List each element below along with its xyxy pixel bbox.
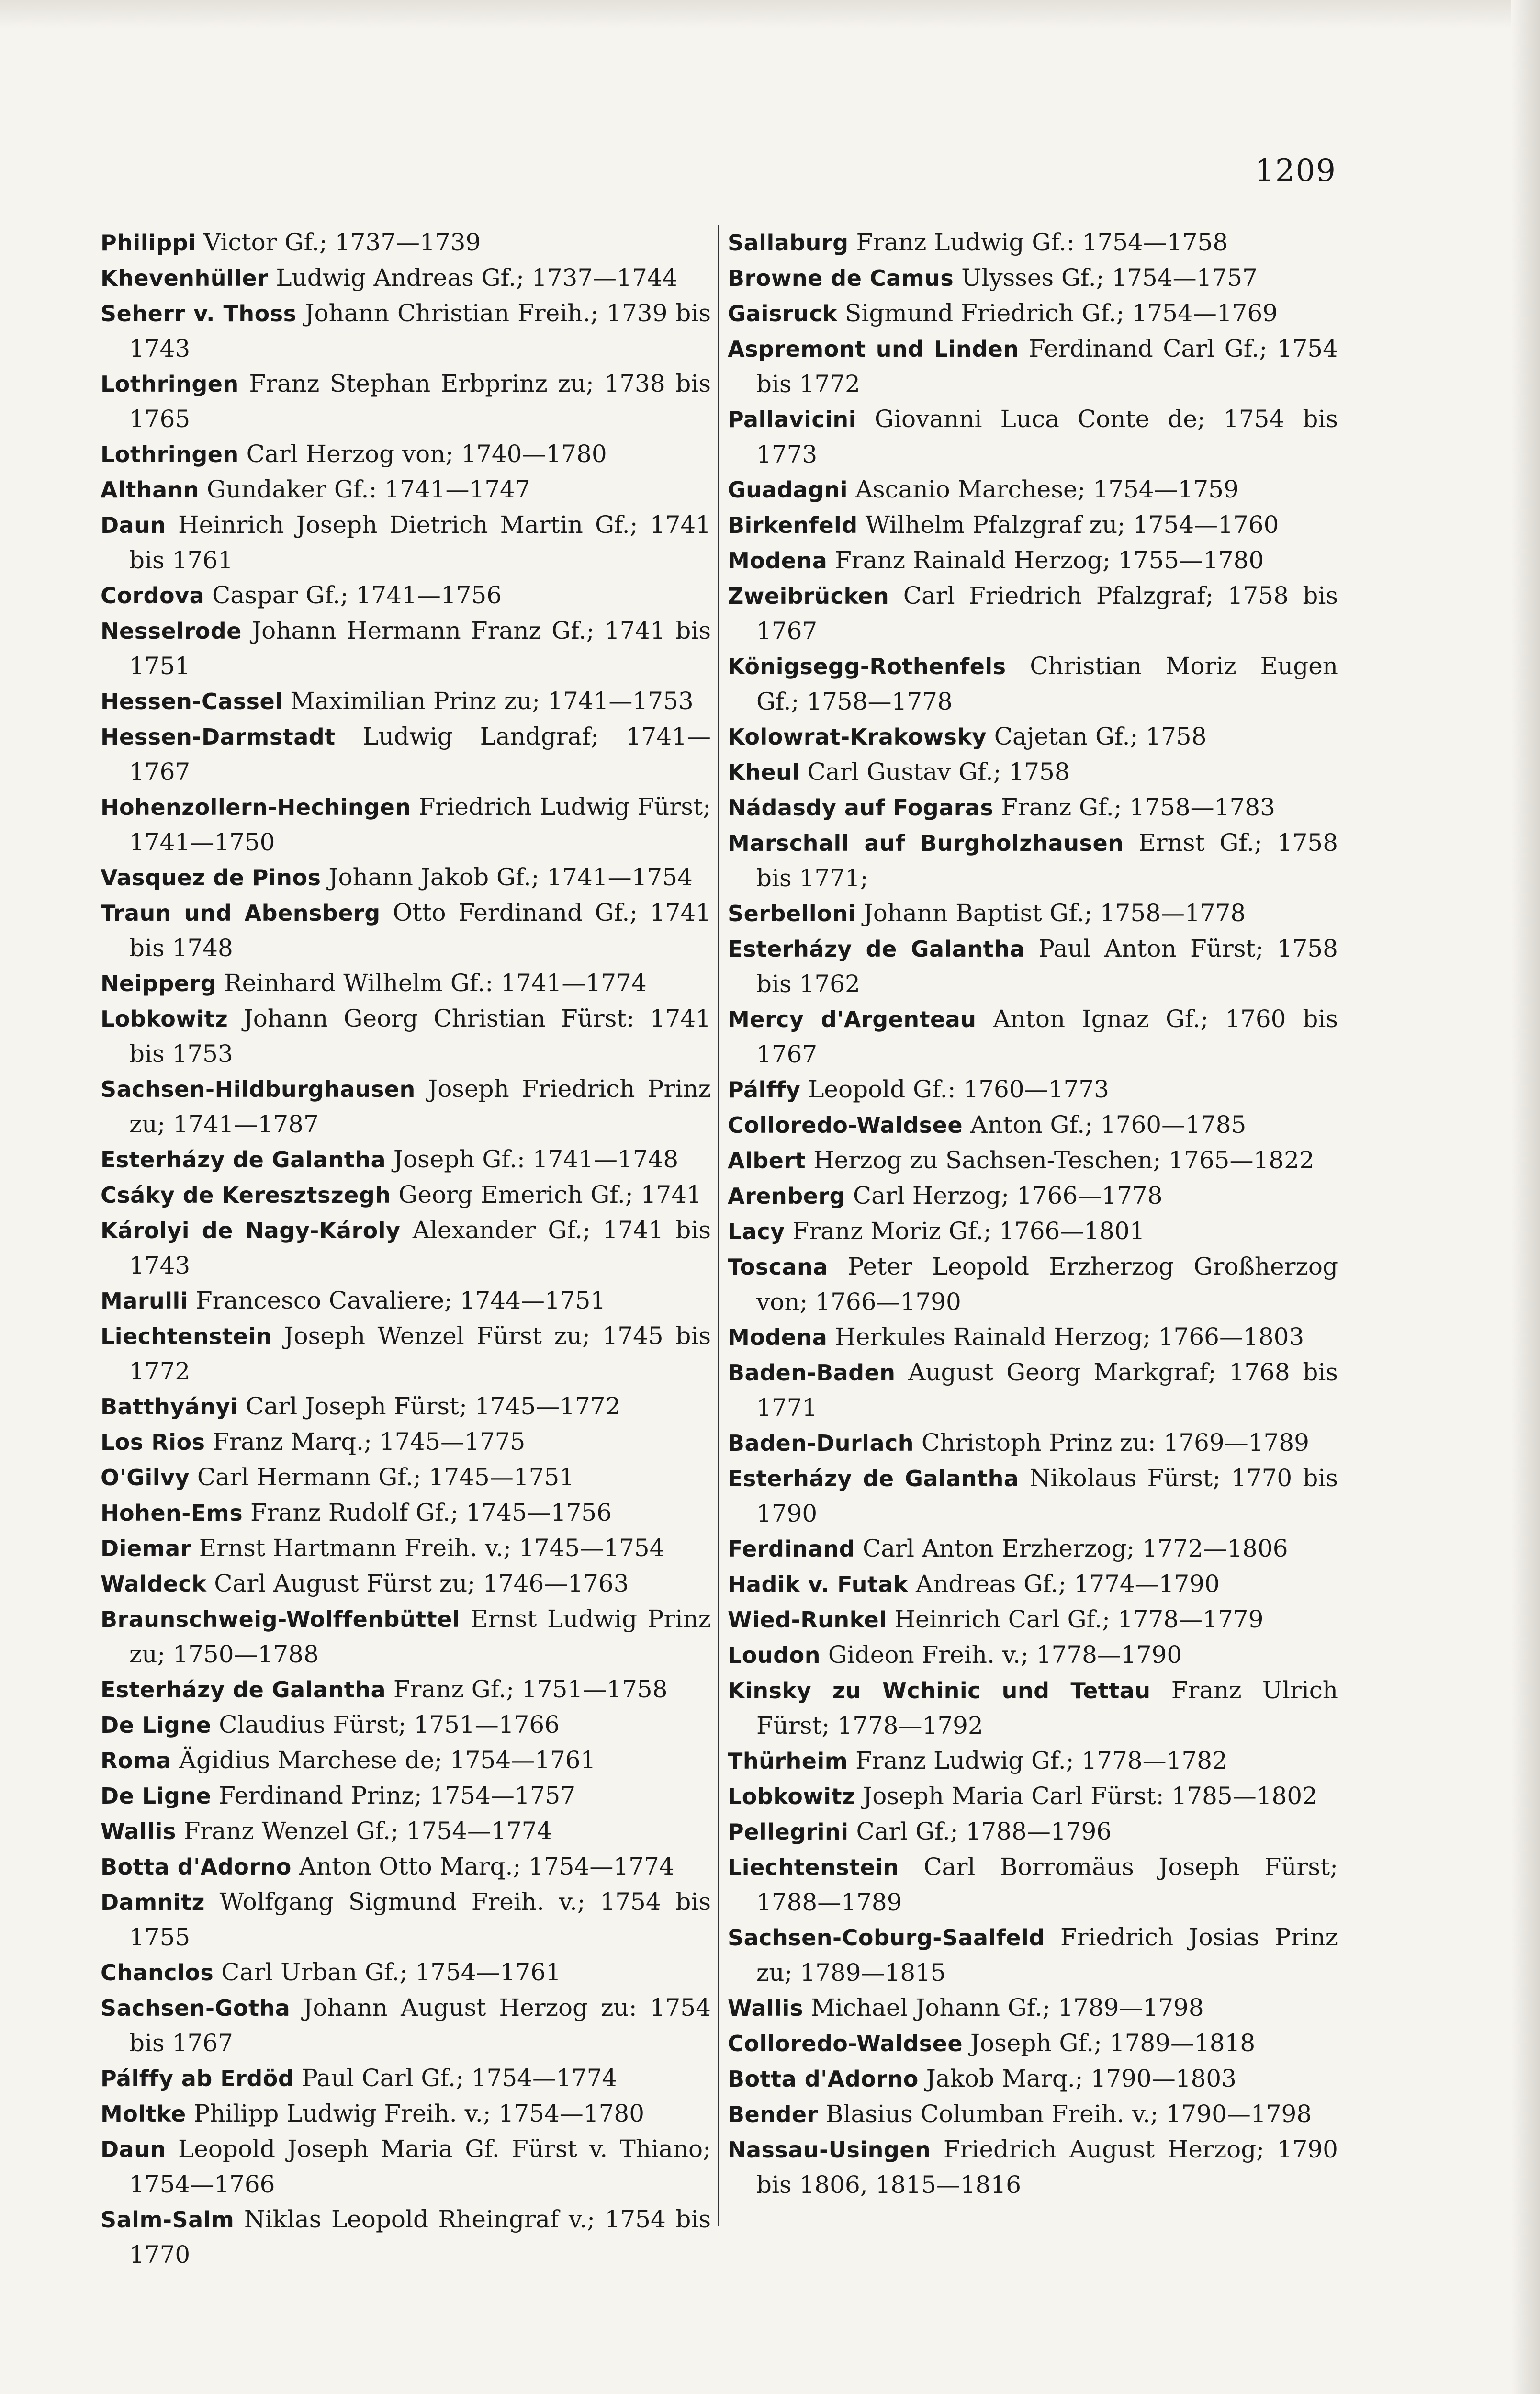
- entry-text: Leopold Joseph Maria Gf. Fürst v. Thiano; 1754—1766: [129, 2135, 711, 2198]
- entry-text: Otto Ferdinand Gf.; 1741 bis 1748: [129, 899, 711, 962]
- list-item: [728, 2132, 1338, 2202]
- entry-text: Carl Urban Gf.; 1754—1761: [214, 1958, 561, 1986]
- entry-text: Franz Rudolf Gf.; 1745—1756: [243, 1499, 612, 1526]
- list-item: [101, 1142, 711, 1177]
- entry-name: Marulli: [101, 1288, 189, 1314]
- entry-name: Neipperg: [101, 971, 217, 996]
- list-item: [101, 1495, 711, 1531]
- entry-text: Herzog zu Sachsen-Teschen; 1765—1822: [806, 1146, 1315, 1174]
- list-item: [101, 966, 711, 1001]
- list-item: [728, 1107, 1338, 1143]
- list-item: [101, 260, 711, 296]
- entry-name: Esterházy de Galantha: [101, 1147, 386, 1173]
- entry-text: Carl Gustav Gf.; 1758: [799, 758, 1070, 786]
- entry-name: Diemar: [101, 1536, 191, 1561]
- entry-text: Claudius Fürst; 1751—1766: [211, 1711, 560, 1739]
- list-item: [728, 331, 1338, 402]
- entry-text: Francesco Cavaliere; 1744—1751: [188, 1287, 606, 1314]
- list-item: [728, 1990, 1338, 2026]
- entry-text: Reinhard Wilhelm Gf.: 1741—1774: [216, 969, 647, 997]
- list-item: [101, 1177, 711, 1213]
- entry-name: Moltke: [101, 2101, 186, 2127]
- column-divider: [718, 225, 719, 2226]
- entry-text: Jakob Marq.; 1790—1803: [918, 2065, 1236, 2092]
- list-item: [728, 260, 1338, 296]
- list-item: [101, 613, 711, 684]
- list-item: [101, 472, 711, 508]
- entry-text: Georg Emerich Gf.; 1741: [391, 1181, 702, 1208]
- list-item: [728, 1002, 1338, 1072]
- list-item: [101, 719, 711, 790]
- list-item: [101, 860, 711, 895]
- entry-text: Leopold Gf.: 1760—1773: [800, 1075, 1109, 1103]
- list-item: [101, 1531, 711, 1566]
- entry-text: Ascanio Marchese; 1754—1759: [847, 475, 1239, 503]
- entry-name: Ferdinand: [728, 1536, 855, 1562]
- list-item: [728, 508, 1338, 543]
- entry-name: Wallis: [728, 1995, 803, 2021]
- list-item: [101, 225, 711, 260]
- list-item: [728, 790, 1338, 825]
- list-item: [101, 437, 711, 472]
- list-item: [728, 1143, 1338, 1178]
- entry-name: Kolowrat-Krakowsky: [728, 724, 987, 750]
- entry-text: Friedrich Josias Prinz zu; 1789—1815: [756, 1923, 1338, 1987]
- entry-name: Baden-Durlach: [728, 1430, 914, 1456]
- page-number: 1209: [1255, 153, 1337, 189]
- entry-text: Wilhelm Pfalzgraf zu; 1754—1760: [857, 511, 1279, 539]
- entry-text: Johann August Herzog zu: 1754 bis 1767: [129, 1994, 711, 2057]
- entry-text: Franz Marq.; 1745—1775: [205, 1428, 526, 1456]
- entry-text: Johann Baptist Gf.; 1758—1778: [855, 899, 1246, 927]
- entry-name: Sallaburg: [728, 230, 849, 256]
- entry-name: Damnitz: [101, 1889, 205, 1915]
- list-item: [728, 719, 1338, 755]
- entry-text: Victor Gf.; 1737—1739: [196, 228, 481, 256]
- list-item: [101, 1814, 711, 1849]
- list-item: [101, 296, 711, 366]
- entry-text: Franz Gf.; 1758—1783: [993, 793, 1275, 821]
- entry-name: Lacy: [728, 1219, 785, 1244]
- entry-name: De Ligne: [101, 1712, 212, 1738]
- entry-text: Franz Rainald Herzog; 1755—1780: [827, 546, 1264, 574]
- entry-name: Thürheim: [728, 1748, 848, 1774]
- list-item: [101, 1885, 711, 1955]
- entry-name: Althann: [101, 477, 200, 503]
- entry-name: Traun und Abensberg: [101, 900, 381, 926]
- entry-text: Ägidius Marchese de; 1754—1761: [171, 1746, 596, 1774]
- list-item: [101, 1460, 711, 1495]
- entry-text: Carl Herzog von; 1740—1780: [238, 440, 607, 468]
- entry-name: Braunschweig-Wolffenbüttel: [101, 1606, 461, 1632]
- entry-name: Loudon: [728, 1642, 821, 1668]
- list-item: [728, 1214, 1338, 1249]
- list-item: [101, 2202, 711, 2272]
- entry-text: Maximilian Prinz zu; 1741—1753: [282, 687, 694, 715]
- list-item: [728, 755, 1338, 790]
- entry-name: Nassau-Usingen: [728, 2137, 931, 2163]
- list-item: [101, 1990, 711, 2061]
- left-column: [101, 225, 711, 2272]
- list-item: [728, 472, 1338, 508]
- entry-name: Liechtenstein: [728, 1854, 899, 1880]
- entry-text: Heinrich Joseph Dietrich Martin Gf.; 1741 bis 1761: [129, 511, 711, 574]
- entry-name: Pálffy: [728, 1077, 801, 1103]
- list-item: [101, 2096, 711, 2132]
- entry-text: Ludwig Andreas Gf.; 1737—1744: [268, 264, 678, 292]
- entry-text: Caspar Gf.; 1741—1756: [204, 581, 502, 609]
- entry-name: Cordova: [101, 583, 205, 609]
- list-item: [101, 1283, 711, 1319]
- list-item: [728, 578, 1338, 649]
- entry-text: Anton Otto Marq.; 1754—1774: [291, 1852, 674, 1880]
- entry-text: Sigmund Friedrich Gf.; 1754—1769: [837, 299, 1278, 327]
- entry-name: Liechtenstein: [101, 1323, 272, 1349]
- list-item: [728, 2061, 1338, 2097]
- entry-name: Arenberg: [728, 1183, 845, 1209]
- entry-text: Ernst Ludwig Prinz zu; 1750—1788: [129, 1605, 711, 1668]
- entry-text: Anton Ignaz Gf.; 1760 bis 1767: [756, 1005, 1338, 1068]
- entry-name: Kinsky zu Wchinic und Tettau: [728, 1678, 1151, 1704]
- entry-text: Peter Leopold Erzherzog Großherzog von; 1766—1790: [756, 1253, 1338, 1316]
- list-item: [101, 684, 711, 719]
- entry-name: Gaisruck: [728, 301, 838, 327]
- list-item: [101, 578, 711, 613]
- entry-name: Baden-Baden: [728, 1360, 896, 1386]
- right-column: [728, 225, 1338, 2202]
- entry-name: O'Gilvy: [101, 1465, 190, 1491]
- entry-name: Nádasdy auf Fogaras: [728, 795, 994, 821]
- entry-text: Joseph Gf.: 1741—1748: [386, 1145, 679, 1173]
- entry-name: Hadik v. Futak: [728, 1571, 909, 1597]
- entry-name: Botta d'Adorno: [101, 1854, 292, 1880]
- entry-name: Albert: [728, 1148, 806, 1174]
- list-item: [728, 1814, 1338, 1850]
- entry-text: Joseph Maria Carl Fürst: 1785—1802: [855, 1782, 1317, 1810]
- entry-text: Carl Hermann Gf.; 1745—1751: [189, 1463, 575, 1491]
- entry-name: Browne de Camus: [728, 265, 954, 291]
- entry-text: Ulysses Gf.; 1754—1757: [954, 264, 1258, 292]
- scan-right-shadow: [1511, 0, 1540, 2394]
- entry-name: Nesselrode: [101, 618, 242, 644]
- entry-name: Los Rios: [101, 1429, 205, 1455]
- entry-name: Lothringen: [101, 441, 239, 467]
- list-item: [728, 1920, 1338, 1990]
- entry-text: Ferdinand Carl Gf.; 1754 bis 1772: [756, 335, 1338, 398]
- entry-name: Colloredo-Waldsee: [728, 2031, 963, 2056]
- list-item: [101, 1955, 711, 1990]
- list-item: [728, 225, 1338, 260]
- list-item: [101, 1319, 711, 1389]
- list-item: [728, 1567, 1338, 1602]
- entry-name: Daun: [101, 512, 166, 538]
- entry-name: Wied-Runkel: [728, 1607, 887, 1633]
- list-item: [101, 1849, 711, 1885]
- entry-text: Franz Moriz Gf.; 1766—1801: [785, 1217, 1145, 1245]
- scan-top-shadow: [0, 0, 1540, 29]
- entry-name: Birkenfeld: [728, 512, 858, 538]
- list-item: [101, 2132, 711, 2202]
- entry-text: Carl Borromäus Joseph Fürst; 1788—1789: [756, 1853, 1338, 1916]
- entry-name: Modena: [728, 548, 828, 574]
- entry-text: Franz Ulrich Fürst; 1778—1792: [756, 1676, 1338, 1739]
- list-item: [101, 366, 711, 437]
- entry-text: Cajetan Gf.; 1758: [986, 723, 1207, 750]
- entry-name: Marschall auf Burgholzhausen: [728, 830, 1124, 856]
- list-item: [728, 1425, 1338, 1461]
- list-item: [728, 402, 1338, 472]
- entry-text: Niklas Leopold Rheingraf v.; 1754 bis 1770: [129, 2205, 711, 2269]
- list-item: [101, 508, 711, 578]
- entry-text: Blasius Columban Freih. v.; 1790—1798: [818, 2100, 1312, 2128]
- list-item: [101, 2061, 711, 2096]
- entry-name: Königsegg-Rothenfels: [728, 654, 1006, 679]
- entry-text: Johann Christian Freih.; 1739 bis 1743: [129, 299, 711, 362]
- entry-text: Gundaker Gf.: 1741—1747: [199, 475, 530, 503]
- entry-text: Philipp Ludwig Freih. v.; 1754—1780: [186, 2100, 645, 2127]
- entry-name: Hohen-Ems: [101, 1500, 243, 1526]
- entry-text: Wolfgang Sigmund Freih. v.; 1754 bis 1755: [129, 1888, 711, 1951]
- entry-name: Serbelloni: [728, 901, 856, 926]
- entry-name: Salm-Salm: [101, 2207, 235, 2233]
- list-item: [101, 1707, 711, 1743]
- list-item: [728, 896, 1338, 931]
- entry-text: Giovanni Luca Conte de; 1754 bis 1773: [756, 405, 1338, 468]
- entry-text: Joseph Gf.; 1789—1818: [963, 2029, 1256, 2057]
- entry-text: Ernst Gf.; 1758 bis 1771;: [756, 829, 1338, 892]
- entry-text: Alexander Gf.; 1741 bis 1743: [129, 1216, 711, 1279]
- entry-text: Paul Carl Gf.; 1754—1774: [294, 2064, 618, 2092]
- entry-text: Franz Gf.; 1751—1758: [386, 1675, 668, 1703]
- entry-name: Károlyi de Nagy-Károly: [101, 1218, 401, 1243]
- entry-name: Pellegrini: [728, 1819, 849, 1845]
- list-item: [728, 1355, 1338, 1425]
- list-item: [101, 790, 711, 860]
- entry-name: Lobkowitz: [101, 1006, 228, 1032]
- list-item: [101, 1213, 711, 1283]
- list-item: [728, 649, 1338, 719]
- entry-text: Carl Anton Erzherzog; 1772—1806: [855, 1535, 1288, 1562]
- list-item: [101, 1389, 711, 1424]
- list-item: [101, 1778, 711, 1814]
- entry-name: Pallavicini: [728, 407, 856, 432]
- entry-text: Johann Jakob Gf.; 1741—1754: [321, 863, 693, 891]
- entry-name: Daun: [101, 2136, 166, 2162]
- entry-text: Ludwig Landgraf; 1741—1767: [129, 723, 711, 786]
- list-item: [728, 2097, 1338, 2132]
- entry-name: Esterházy de Galantha: [728, 1466, 1019, 1491]
- entry-name: Seherr v. Thoss: [101, 301, 297, 327]
- entry-name: Chanclos: [101, 1960, 214, 1986]
- list-item: [101, 1743, 711, 1778]
- entry-text: Gideon Freih. v.; 1778—1790: [820, 1641, 1182, 1669]
- entry-text: Ernst Hartmann Freih. v.; 1745—1754: [191, 1534, 665, 1562]
- list-item: [101, 1566, 711, 1602]
- list-item: [728, 1461, 1338, 1531]
- entry-name: Sachsen-Coburg-Saalfeld: [728, 1925, 1045, 1951]
- list-item: [728, 825, 1338, 896]
- list-item: [101, 1602, 711, 1672]
- entry-name: Hessen-Cassel: [101, 689, 283, 714]
- entry-text: August Georg Markgraf; 1768 bis 1771: [756, 1358, 1338, 1422]
- entry-name: Hohenzollern-Hechingen: [101, 794, 411, 820]
- entry-name: Esterházy de Galantha: [728, 936, 1025, 962]
- entry-text: Friedrich August Herzog; 1790 bis 1806, 1815—1816: [756, 2135, 1338, 2199]
- entry-text: Andreas Gf.; 1774—1790: [908, 1570, 1220, 1598]
- list-item: [728, 1779, 1338, 1814]
- entry-name: Khevenhüller: [101, 265, 269, 291]
- entry-text: Franz Ludwig Gf.; 1778—1782: [848, 1747, 1227, 1774]
- entry-name: Modena: [728, 1324, 828, 1350]
- list-item: [728, 1743, 1338, 1779]
- entry-text: Johann Georg Christian Fürst: 1741 bis 1753: [129, 1005, 711, 1068]
- entry-name: Aspremont und Linden: [728, 336, 1019, 362]
- entry-name: Philippi: [101, 230, 196, 256]
- entry-text: Nikolaus Fürst; 1770 bis 1790: [756, 1464, 1338, 1527]
- entry-name: Hessen-Darmstadt: [101, 724, 336, 750]
- list-item: [728, 1249, 1338, 1320]
- list-item: [728, 1673, 1338, 1743]
- entry-text: Christoph Prinz zu: 1769—1789: [914, 1429, 1309, 1457]
- list-item: [101, 1672, 711, 1707]
- list-item: [101, 1001, 711, 1072]
- entry-name: Kheul: [728, 759, 800, 785]
- entry-name: Sachsen-Gotha: [101, 1995, 291, 2021]
- entry-text: Michael Johann Gf.; 1789—1798: [803, 1994, 1204, 2021]
- entry-name: Roma: [101, 1748, 171, 1773]
- entry-name: Bender: [728, 2101, 818, 2127]
- entry-text: Carl Gf.; 1788—1796: [848, 1818, 1112, 1845]
- entry-name: Sachsen-Hildburghausen: [101, 1076, 416, 1102]
- entry-text: Carl Friedrich Pfalzgraf; 1758 bis 1767: [756, 582, 1338, 645]
- entry-name: Guadagni: [728, 477, 848, 503]
- entry-name: Wallis: [101, 1818, 176, 1844]
- entry-name: Botta d'Adorno: [728, 2066, 919, 2092]
- entry-text: Joseph Friedrich Prinz zu; 1741—1787: [129, 1075, 711, 1138]
- list-item: [728, 1531, 1338, 1567]
- list-item: [728, 1850, 1338, 1920]
- entry-text: Friedrich Ludwig Fürst; 1741—1750: [129, 793, 711, 856]
- entry-name: Esterházy de Galantha: [101, 1677, 386, 1703]
- entry-name: Batthyányi: [101, 1394, 238, 1420]
- entry-text: Joseph Wenzel Fürst zu; 1745 bis 1772: [129, 1322, 711, 1385]
- entry-name: Vasquez de Pinos: [101, 865, 321, 891]
- entry-text: Christian Moriz Eugen Gf.; 1758—1778: [756, 652, 1338, 715]
- list-item: [101, 1072, 711, 1142]
- list-item: [101, 895, 711, 966]
- entry-text: Carl Herzog; 1766—1778: [845, 1182, 1163, 1209]
- entry-text: Paul Anton Fürst; 1758 bis 1762: [756, 935, 1338, 998]
- entry-name: De Ligne: [101, 1783, 212, 1809]
- entry-text: Franz Ludwig Gf.: 1754—1758: [848, 228, 1228, 256]
- entry-name: Zweibrücken: [728, 583, 889, 609]
- list-item: [728, 1072, 1338, 1107]
- entry-name: Pálffy ab Erdöd: [101, 2066, 294, 2091]
- entry-text: Franz Wenzel Gf.; 1754—1774: [176, 1817, 552, 1845]
- entry-text: Johann Hermann Franz Gf.; 1741 bis 1751: [129, 617, 711, 680]
- list-item: [728, 1637, 1338, 1673]
- entry-text: Heinrich Carl Gf.; 1778—1779: [887, 1605, 1264, 1633]
- list-item: [728, 543, 1338, 578]
- entry-text: Carl August Fürst zu; 1746—1763: [206, 1570, 629, 1597]
- list-item: [728, 296, 1338, 331]
- entry-name: Toscana: [728, 1254, 828, 1280]
- entry-name: Mercy d'Argenteau: [728, 1006, 977, 1032]
- entry-text: Franz Stephan Erbprinz zu; 1738 bis 1765: [129, 370, 711, 433]
- entry-name: Colloredo-Waldsee: [728, 1112, 963, 1138]
- entry-text: Herkules Rainald Herzog; 1766—1803: [827, 1323, 1304, 1351]
- entry-name: Csáky de Keresztszegh: [101, 1182, 391, 1208]
- entry-text: Ferdinand Prinz; 1754—1757: [211, 1782, 576, 1809]
- list-item: [728, 1602, 1338, 1637]
- entry-name: Waldeck: [101, 1571, 207, 1597]
- list-item: [728, 931, 1338, 1002]
- entry-name: Lothringen: [101, 371, 239, 397]
- entry-text: Carl Joseph Fürst; 1745—1772: [238, 1392, 621, 1420]
- entry-text: Anton Gf.; 1760—1785: [963, 1111, 1247, 1139]
- list-item: [728, 2026, 1338, 2061]
- entry-name: Lobkowitz: [728, 1784, 855, 1809]
- list-item: [728, 1320, 1338, 1355]
- list-item: [101, 1424, 711, 1460]
- list-item: [728, 1178, 1338, 1214]
